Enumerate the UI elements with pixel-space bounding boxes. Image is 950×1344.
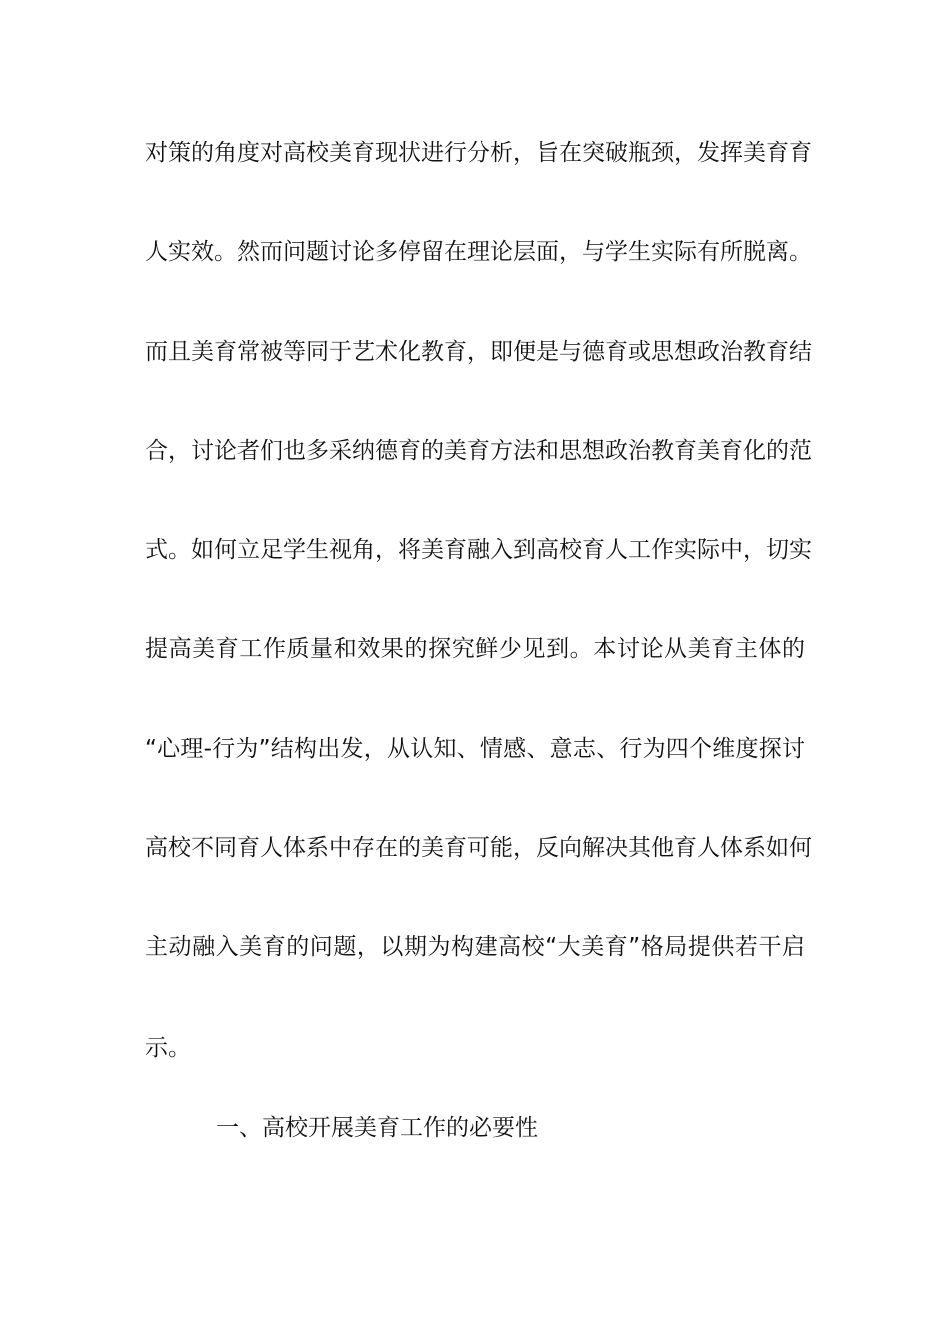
paragraph-line-7: “心理-行为”结构出发，从认知、情感、意志、行为四个维度探讨 [145, 736, 805, 762]
paragraph-line-10: 示。 [145, 1035, 191, 1061]
section-heading: 一、高校开展美育工作的必要性 [216, 1115, 538, 1141]
paragraph-line-9: 主动融入美育的问题，以期为构建高校“大美育”格局提供若干启 [145, 934, 805, 960]
paragraph-line-4: 合，讨论者们也多采纳德育的美育方法和思想政治教育美育化的范 [145, 438, 812, 464]
paragraph-line-1: 对策的角度对高校美育现状进行分析，旨在突破瓶颈，发挥美育育 [145, 140, 812, 166]
paragraph-line-8: 高校不同育人体系中存在的美育可能，反向解决其他育人体系如何 [145, 835, 812, 861]
paragraph-line-3: 而且美育常被等同于艺术化教育，即便是与德育或思想政治教育结 [145, 339, 812, 365]
paragraph-line-6: 提高美育工作质量和效果的探究鲜少见到。本讨论从美育主体的 [145, 636, 805, 662]
paragraph-line-2: 人实效。然而问题讨论多停留在理论层面，与学生实际有所脱离。 [145, 239, 812, 265]
paragraph-line-5: 式。如何立足学生视角，将美育融入到高校育人工作实际中，切实 [145, 537, 812, 563]
